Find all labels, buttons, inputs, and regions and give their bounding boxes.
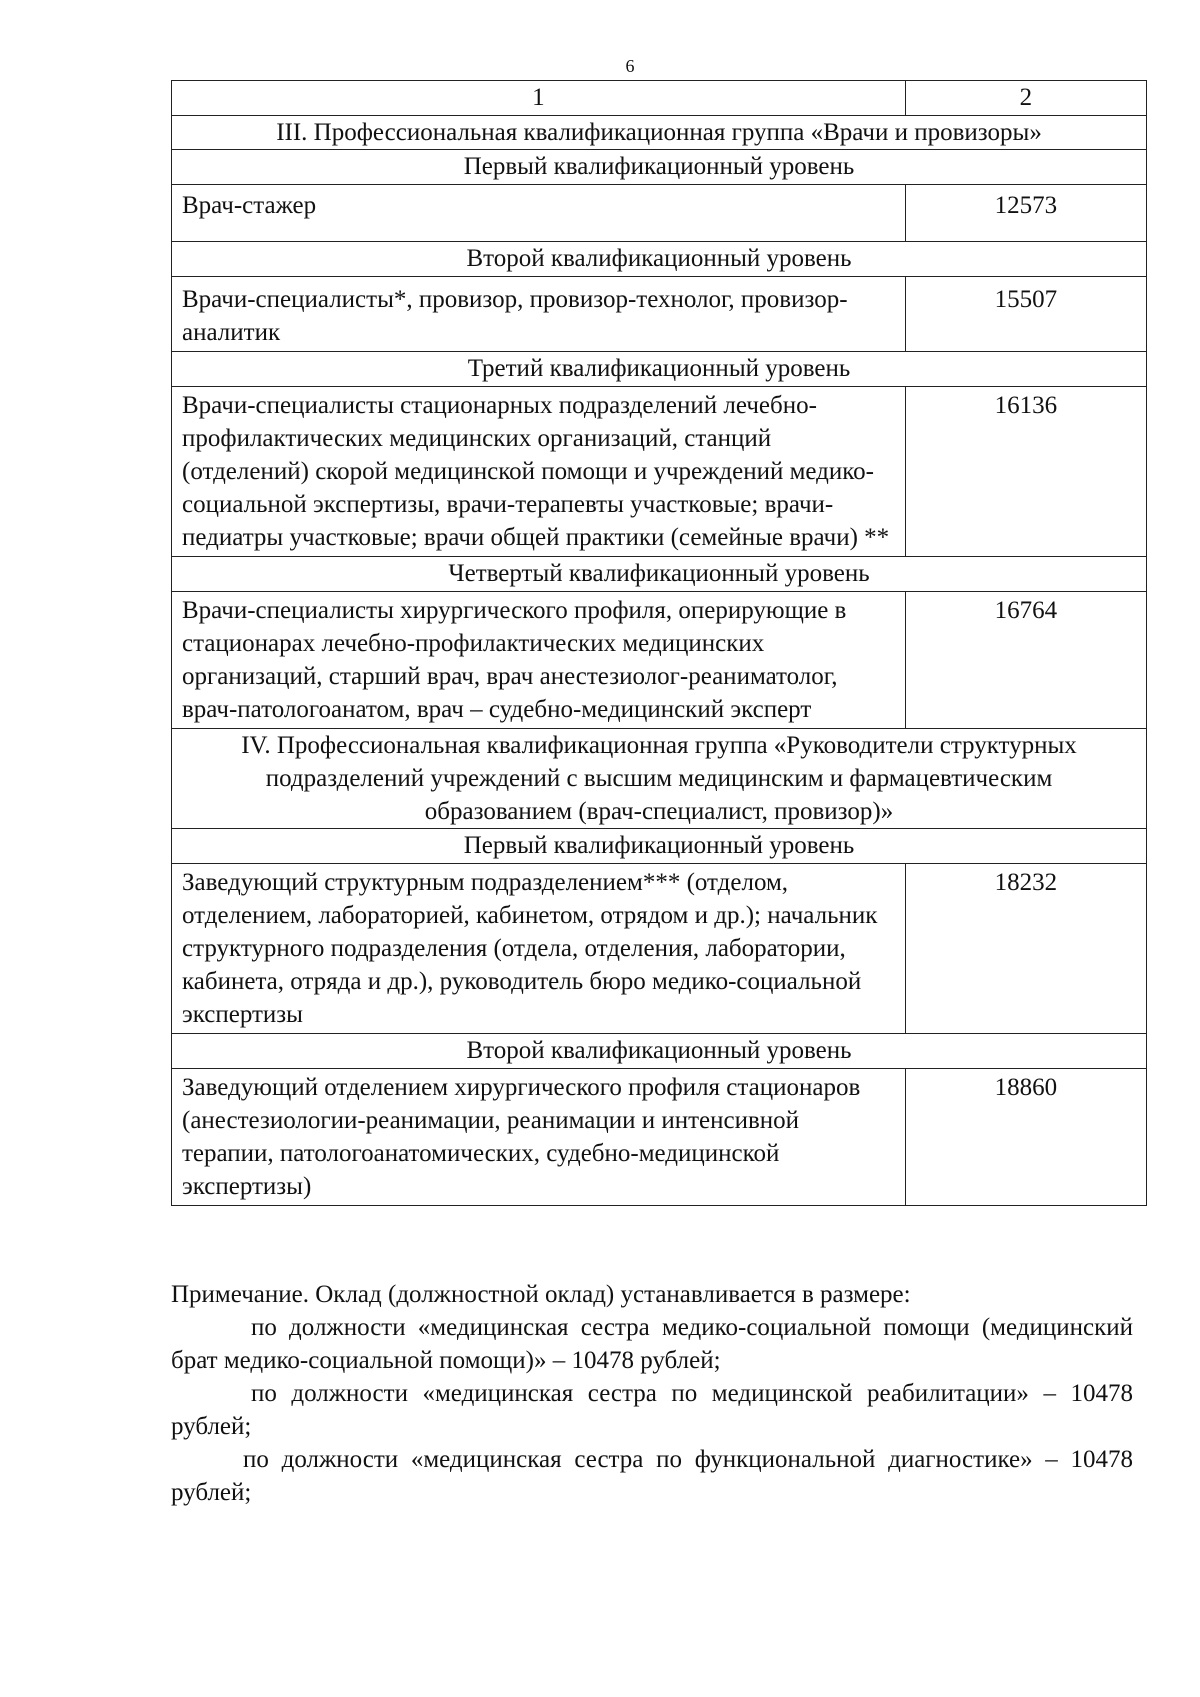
position-text: Врачи-специалисты хирургического профиля, оперирующие в стационарах лечебно-профилактических медицинских организаций, старший врач, врач анестезиолог-реаниматолог, врач-патологоанатом, врач – судебно-медицинский эксперт <box>172 592 906 729</box>
level-row <box>172 352 1147 387</box>
salary-value: 16136 <box>905 387 1146 557</box>
level-title: Второй квалификационный уровень <box>172 1034 1147 1069</box>
level-row <box>172 1034 1147 1069</box>
salary-value: 16764 <box>905 592 1146 729</box>
salary-value: 12573 <box>905 185 1146 242</box>
note-item: по должности «медицинская сестра по функциональной диагностике» – 10478 рублей; <box>171 1446 1133 1506</box>
note-item: по должности «медицинская сестра медико-социальной помощи (медицинский брат медико-социальной помощи)» – 10478 рублей; <box>171 1314 1133 1374</box>
table-row <box>172 592 1147 729</box>
position-text: Заведующий отделением хирургического профиля стационаров (анестезиологии-реанимации, реанимации и интенсивной терапии, патологоанатомических, судебно-медицинской экспертизы) <box>172 1069 906 1206</box>
salary-table <box>171 80 1147 1206</box>
salary-value: 18860 <box>905 1069 1146 1206</box>
column-header-2: 2 <box>905 81 1146 116</box>
level-title: Первый квалификационный уровень <box>172 829 1147 864</box>
note-item: по должности «медицинская сестра по медицинской реабилитации» – 10478 рублей; <box>171 1380 1133 1440</box>
group-title-iii: III. Профессиональная квалификационная группа «Врачи и провизоры» <box>172 116 1147 150</box>
salary-value: 15507 <box>905 277 1146 352</box>
position-text: Врач-стажер <box>172 185 906 242</box>
level-row <box>172 829 1147 864</box>
level-title: Первый квалификационный уровень <box>172 150 1147 185</box>
level-title: Третий квалификационный уровень <box>172 352 1147 387</box>
table-header-row <box>172 81 1147 116</box>
table-row <box>172 185 1147 242</box>
level-title: Четвертый квалификационный уровень <box>172 557 1147 592</box>
salary-value: 18232 <box>905 864 1146 1034</box>
table-row <box>172 864 1147 1034</box>
level-row <box>172 557 1147 592</box>
group-row <box>172 729 1147 829</box>
table-row <box>172 1069 1147 1206</box>
table-row <box>172 387 1147 557</box>
group-title-iv: IV. Профессиональная квалификационная группа «Руководители структурных подразделений учреждений с высшим медицинским и фармацевтическим образованием (врач-специалист, провизор)» <box>172 729 1147 829</box>
level-row <box>172 150 1147 185</box>
level-title: Второй квалификационный уровень <box>172 242 1147 277</box>
position-text: Заведующий структурным подразделением*** (отделом, отделением, лабораторией, кабинетом, отрядом и др.); начальник структурного подразделения (отдела, отделения, лаборатории, кабинета, отряда и др.), руководитель бюро медико-социальной экспертизы <box>172 864 906 1034</box>
page-number: 6 <box>625 56 635 76</box>
column-header-1: 1 <box>172 81 906 116</box>
note-section <box>171 1278 1133 1509</box>
table-row <box>172 277 1147 352</box>
position-text: Врачи-специалисты*, провизор, провизор-технолог, провизор-аналитик <box>172 277 906 352</box>
note-title: Примечание. Оклад (должностной оклад) устанавливается в размере: <box>171 1281 911 1308</box>
group-row <box>172 116 1147 150</box>
position-text: Врачи-специалисты стационарных подразделений лечебно-профилактических медицинских организаций, станций (отделений) скорой медицинской помощи и учреждений медико-социальной экспертизы, врачи-терапевты участковые; врачи-педиатры участковые; врачи общей практики (семейные врачи) ** <box>172 387 906 557</box>
level-row <box>172 242 1147 277</box>
